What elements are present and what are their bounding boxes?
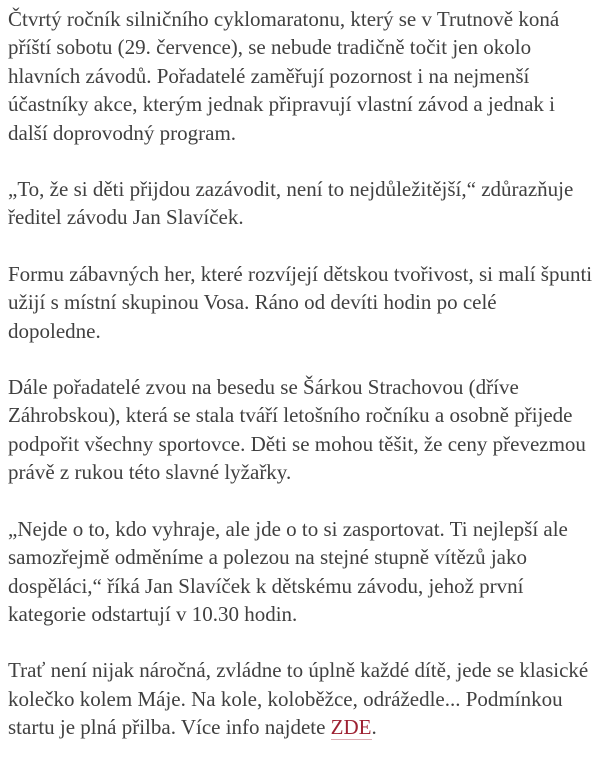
- article-paragraph: „To, že si děti přijdou zazávodit, není to nejdůležitější,“ zdůrazňuje ředitel závodu Jan Slavíček.: [8, 177, 574, 230]
- article-paragraph: Dále pořadatelé zvou na besedu se Šárkou Strachovou (dříve Záhrobskou), která se stala tváří letošního ročníku a osobně přijede podpořit všechny sportovce. Děti se mohou těšit, že ceny převezmou právě z rukou této slavné lyžařky.: [8, 375, 586, 485]
- paragraph-text: Trať není nijak náročná, zvládne to úplně každé dítě, jede se klasické kolečko kolem Máje. Na kole, koloběžce, odrážedle... Podmínkou startu je plná přilba. Více info najdete: [8, 658, 589, 740]
- paragraph-text: .: [371, 715, 377, 740]
- article-paragraph: Formu zábavných her, které rozvíjejí dětskou tvořivost, si malí špunti užijí s místní skupinou Vosa. Ráno od devíti hodin po celé dopoledne.: [8, 261, 593, 343]
- zde-link[interactable]: ZDE: [330, 715, 372, 740]
- article-paragraph: Čtvrtý ročník silničního cyklomaratonu, který se v Trutnově koná příští sobotu (29. července), se nebude tradičně točit jen okolo hlavních závodů. Pořadatelé zaměřují pozornost i na nejmenší účastníky akce, kterým jednak připravují vlastní závod a jednak i další doprovodný program.: [8, 7, 560, 145]
- article-paragraph: „Nejde o to, kdo vyhraje, ale jde o to si zasportovat. Ti nejlepší ale samozřejmě odměníme a polezou na stejné stupně vítězů jako dospěláci,“ říká Jan Slavíček k dětskému závodu, jehož první kategorie odstartují v 10.30 hodin.: [8, 516, 568, 626]
- article-paragraph: [8, 656, 594, 741]
